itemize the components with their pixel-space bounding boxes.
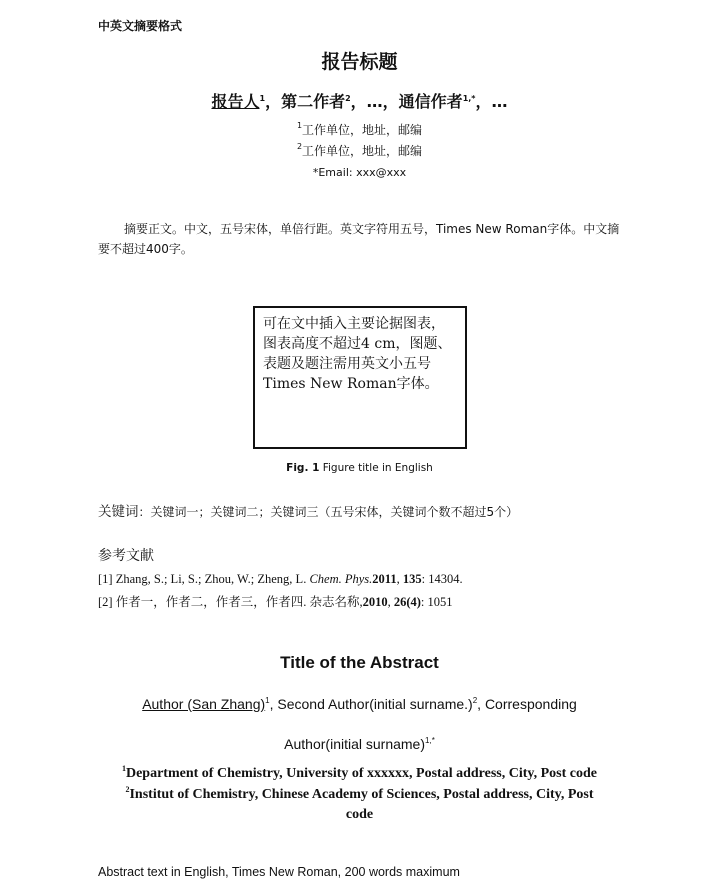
header-note: 中英文摘要格式 (98, 19, 183, 33)
authors-tail-zh: ，… (475, 92, 508, 111)
title-en: Title of the Abstract (280, 653, 439, 672)
corresponding-author-zh: ，…，通信作者 (350, 92, 463, 111)
keywords-label: 关键词 (98, 504, 139, 520)
title-zh: 报告标题 (321, 51, 398, 73)
presenter-name-zh: 报告人 (211, 92, 260, 111)
figure-title: Figure title in English (319, 462, 433, 474)
keywords (98, 500, 518, 520)
affiliation-en-1: $^1$Department of Chemistry, University of xxxxxx, Postal address, City, Post code (121, 764, 598, 781)
abstract-en: Abstract text in English, Times New Roman, 200 words maximum (98, 865, 460, 879)
presenter-name-en: Author (San Zhang) (142, 696, 266, 712)
authors-en-line2: Author(initial surname)$^{1,*}$ (284, 736, 435, 752)
second-sup-zh: 2 (345, 94, 351, 103)
corr-sup-zh: 1,* (462, 94, 476, 103)
affiliation-en-2-cont: code (345, 807, 374, 822)
figure-caption (0, 462, 719, 474)
authors-zh (0, 89, 719, 112)
reference-1: [1] Zhang, S.; Li, S.; Zhou, W.; Zheng, L. Chem. Phys.2011, 135: 14304. (98, 572, 463, 586)
email: *Email: xxx@xxx (312, 166, 407, 179)
abstract-zh: 摘要正文。中文，五号宋体，单倍行距。英文字符用五号，Times New Roman字体。中文摘要不超过400字。 (98, 222, 620, 256)
authors-en-line1: Author (San Zhang)$^1$, Second Author(initial surname.)$^2$, Corresponding (142, 696, 577, 712)
second-author-zh: ，第二作者 (265, 92, 346, 111)
affiliation-zh-1: $^1$工作单位，地址，邮编 (296, 121, 423, 137)
figure-label: Fig. 1 (286, 462, 320, 474)
figure-placeholder-box (253, 306, 467, 449)
keywords-text: ：关键词一；关键词二；关键词三（五号宋体，关键词个数不超过5个） (138, 505, 519, 519)
affiliation-en-2: $^2$Institut of Chemistry, Chinese Academy of Sciences, Postal address, City, Post (125, 785, 594, 802)
references-title: 参考文献 (98, 548, 154, 564)
figure-box-text: 可在文中插入主要论据图表，图表高度不超过4 cm，图题、表题及题注需用英文小五号Times New Roman字体。 (263, 316, 452, 392)
presenter-sup-zh: 1 (259, 94, 266, 103)
affiliation-zh-2: $^2$工作单位，地址，邮编 (296, 142, 423, 158)
reference-2: [2] 作者一，作者二，作者三，作者四. 杂志名称,2010, 26(4): 1051 (98, 595, 453, 609)
